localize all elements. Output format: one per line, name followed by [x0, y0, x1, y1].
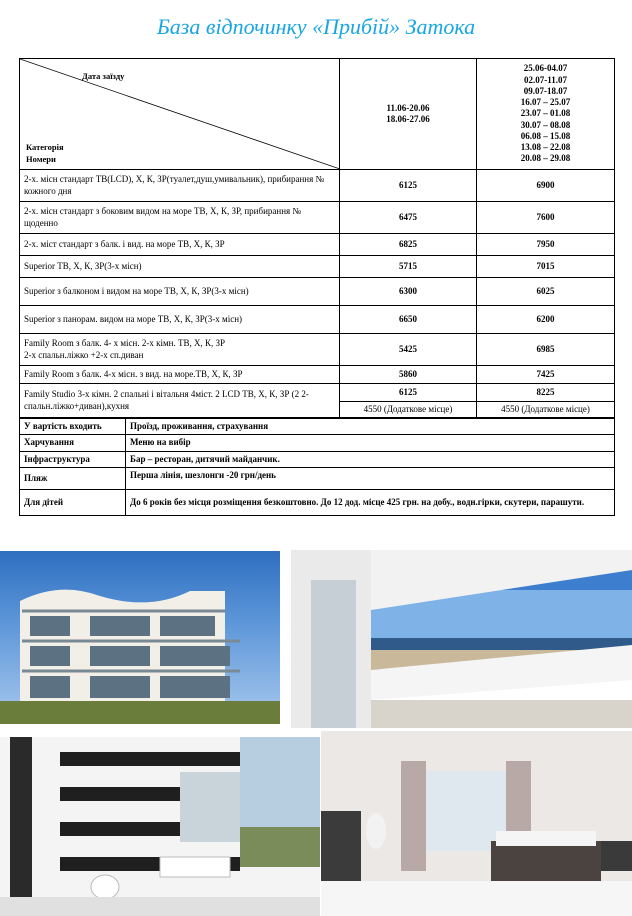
price-period2: 7015 — [477, 256, 615, 278]
price-period2: 7425 — [477, 366, 615, 384]
table-row — [20, 366, 615, 384]
info-row — [20, 451, 615, 467]
table-row — [20, 306, 615, 334]
info-key: Інфраструктура — [20, 451, 126, 467]
room-name: Superior ТВ, Х, К, ЗР(3-х місн) — [20, 256, 340, 278]
page-title: База відпочинку «Прибій» Затока — [156, 14, 476, 39]
table-row — [20, 334, 615, 366]
table-row — [20, 202, 615, 234]
price-period2: 6200 — [477, 306, 615, 334]
rooms-label: Номери — [26, 154, 56, 164]
price-period1: 6125 — [340, 384, 477, 402]
info-key: Для дітей — [20, 489, 126, 515]
info-value: Меню на вибір — [126, 435, 615, 451]
info-value: Перша лінія, шезлонги -20 грн/день — [126, 467, 615, 489]
info-key: Харчування — [20, 435, 126, 451]
extra-bed-price-period1: 4550 (Додаткове місце) — [340, 402, 477, 418]
info-key: Пляж — [20, 467, 126, 489]
room-name: Superior з балконом і видом на море ТВ, Х, К, ЗР(3-х місн) — [20, 278, 340, 306]
table-header-row — [20, 59, 615, 170]
price-period1: 5425 — [340, 334, 477, 366]
info-row — [20, 419, 615, 435]
category-label: Категорія — [26, 142, 64, 152]
header-diagonal-cell — [20, 59, 340, 170]
room-name: 2-х. місн стандарт з боковим видом на море ТВ, Х, К, ЗР, прибирання № щоденно — [20, 202, 340, 234]
table-row — [20, 384, 615, 402]
room-name: Superior з панорам. видом на море ТВ, Х, К, ЗР(3-х місн) — [20, 306, 340, 334]
price-period1: 6825 — [340, 234, 477, 256]
table-row — [20, 278, 615, 306]
room-name: 2-х. місн стандарт ТВ(LCD), Х, К, ЗР(туалет,душ,умивальник), прибирання № кожного дня — [20, 170, 340, 202]
info-row — [20, 435, 615, 451]
price-period1: 6650 — [340, 306, 477, 334]
info-value: Проїзд, проживання, страхування — [126, 419, 615, 435]
room-name: Family Studio 3-х кімн. 2 спальні і вітальня 4міст. 2 LCD ТВ, Х, К, ЗР (2 2-спальн.ліжко+диван),кухня — [20, 384, 340, 418]
price-period1: 5860 — [340, 366, 477, 384]
info-row — [20, 467, 615, 489]
diagonal-line — [20, 59, 340, 169]
price-period2: 6025 — [477, 278, 615, 306]
price-period2: 7600 — [477, 202, 615, 234]
price-period2: 6900 — [477, 170, 615, 202]
info-key: У вартість входить — [20, 419, 126, 435]
balcony-sea-view-photo — [291, 550, 632, 728]
price-period2: 7950 — [477, 234, 615, 256]
dates-label: Дата заїзду — [82, 71, 125, 81]
period1-header: 11.06-20.06 18.06-27.06 — [340, 59, 477, 170]
room-name: 2-х. міст стандарт з балк. і вид. на море ТВ, Х, К, ЗР — [20, 234, 340, 256]
price-table — [19, 58, 615, 418]
bathroom-photo — [0, 737, 320, 916]
info-value: До 6 років без місця розміщення безкоштовно. До 12 дод. місце 425 грн. на добу., водн.гірки, скутери, парашути. — [126, 489, 615, 515]
table-row — [20, 256, 615, 278]
bedroom-photo — [321, 731, 632, 916]
extra-bed-price-period2: 4550 (Додаткове місце) — [477, 402, 615, 418]
table-row — [20, 234, 615, 256]
price-period1: 6300 — [340, 278, 477, 306]
info-value: Бар – ресторан, дитячий майданчик. — [126, 451, 615, 467]
price-period1: 6125 — [340, 170, 477, 202]
price-period1: 5715 — [340, 256, 477, 278]
room-name: Family Room з балк. 4-х місн. з вид. на море.ТВ, Х, К, ЗР — [20, 366, 340, 384]
period2-header: 25.06-04.07 02.07-11.07 09.07-18.07 16.07 – 25.07 23.07 – 01.08 30.07 – 08.08 06.08 – 15.08 13.08 – 22.08 20.08 – 29.08 — [477, 59, 615, 170]
hotel-building-photo — [0, 541, 280, 724]
room-name: Family Room з балк. 4- х місн. 2-х кімн. ТВ, Х, К, ЗР 2-х спальн.ліжко +2-х сп.диван — [20, 334, 340, 366]
price-period2: 8225 — [477, 384, 615, 402]
price-period1: 6475 — [340, 202, 477, 234]
price-period2: 6985 — [477, 334, 615, 366]
info-table — [19, 418, 615, 516]
table-row — [20, 170, 615, 202]
info-row — [20, 489, 615, 515]
